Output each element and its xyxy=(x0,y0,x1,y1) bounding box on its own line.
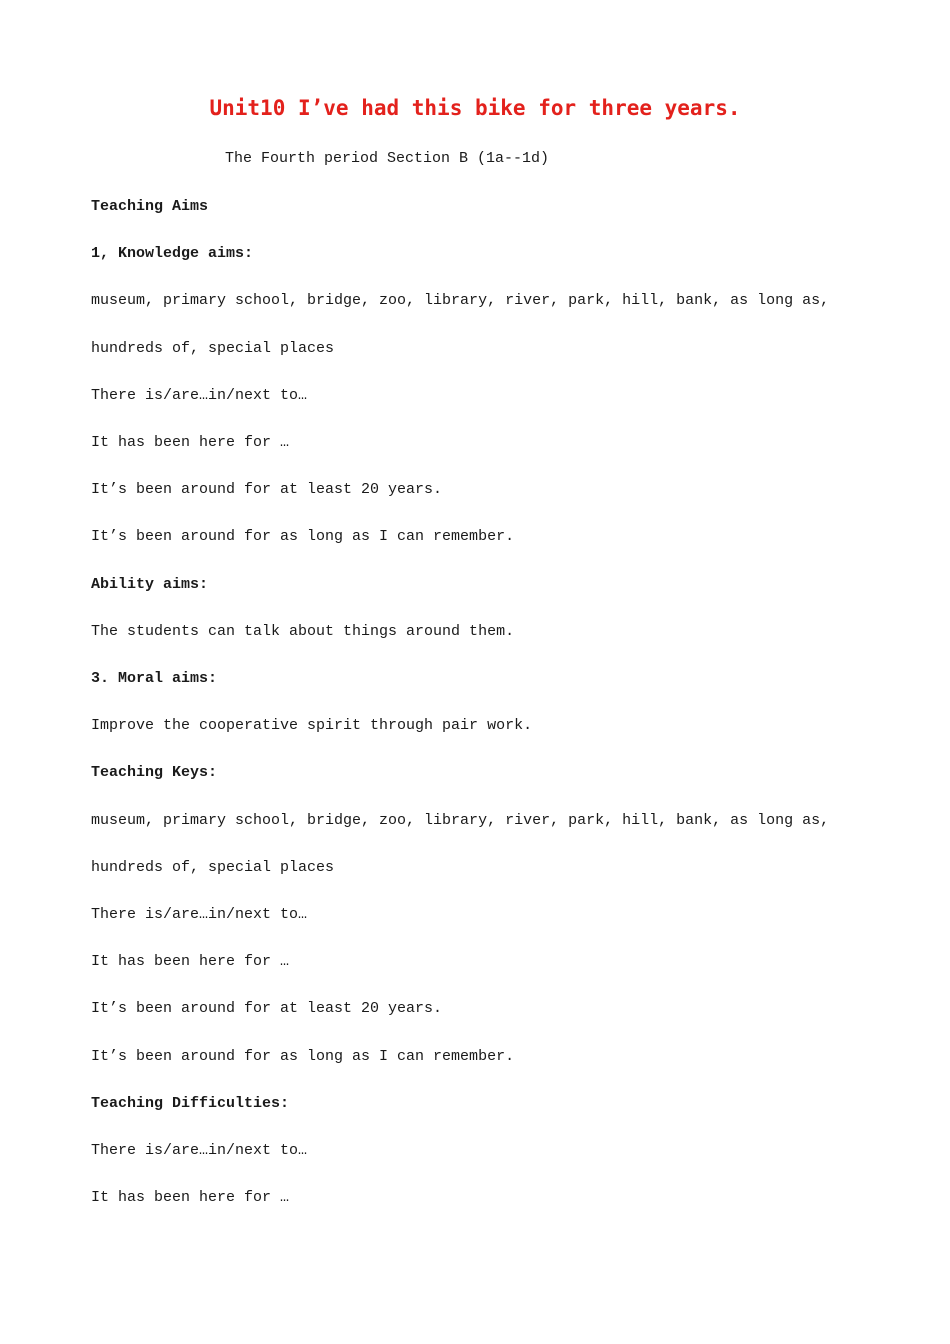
section-heading: 3. Moral aims: xyxy=(91,670,218,687)
body-text-line: It’s been around for at least 20 years. xyxy=(91,481,443,499)
body-text-line: Improve the cooperative spirit through pair work. xyxy=(91,717,533,735)
document-subtitle: The Fourth period Section B (1a--1d) xyxy=(225,150,550,167)
body-text-line: It’s been around for at least 20 years. xyxy=(91,1000,443,1018)
body-text-line: It has been here for … xyxy=(91,953,290,971)
section-heading: Ability aims: xyxy=(91,575,209,593)
section-heading: Teaching Difficulties: xyxy=(91,1094,290,1112)
body-text-line: It has been here for … xyxy=(91,1189,290,1207)
body-text-line: museum, primary school, bridge, zoo, library, river, park, hill, bank, as long as, xyxy=(91,292,830,310)
body-text-line: It has been here for … xyxy=(91,434,290,451)
body-text-line: museum, primary school, bridge, zoo, library, river, park, hill, bank, as long as, xyxy=(91,811,830,829)
body-text-line: There is/are…in/next to… xyxy=(91,1142,308,1159)
body-text-line: The students can talk about things around them. xyxy=(91,622,515,640)
body-text-line: It’s been around for as long as I can remember. xyxy=(91,1047,515,1065)
document-title: Unit10 I’ve had this bike for three years. xyxy=(209,96,741,120)
body-text-line: hundreds of, special places xyxy=(91,339,335,357)
section-heading: Teaching Keys: xyxy=(91,764,218,782)
section-heading: Teaching Aims xyxy=(91,198,209,215)
section-heading: 1, Knowledge aims: xyxy=(91,245,254,263)
body-text-line: hundreds of, special places xyxy=(91,858,335,876)
body-text-line: It’s been around for as long as I can remember. xyxy=(91,528,515,546)
body-text-line: There is/are…in/next to… xyxy=(91,906,308,923)
body-text-line: There is/are…in/next to… xyxy=(91,386,308,404)
